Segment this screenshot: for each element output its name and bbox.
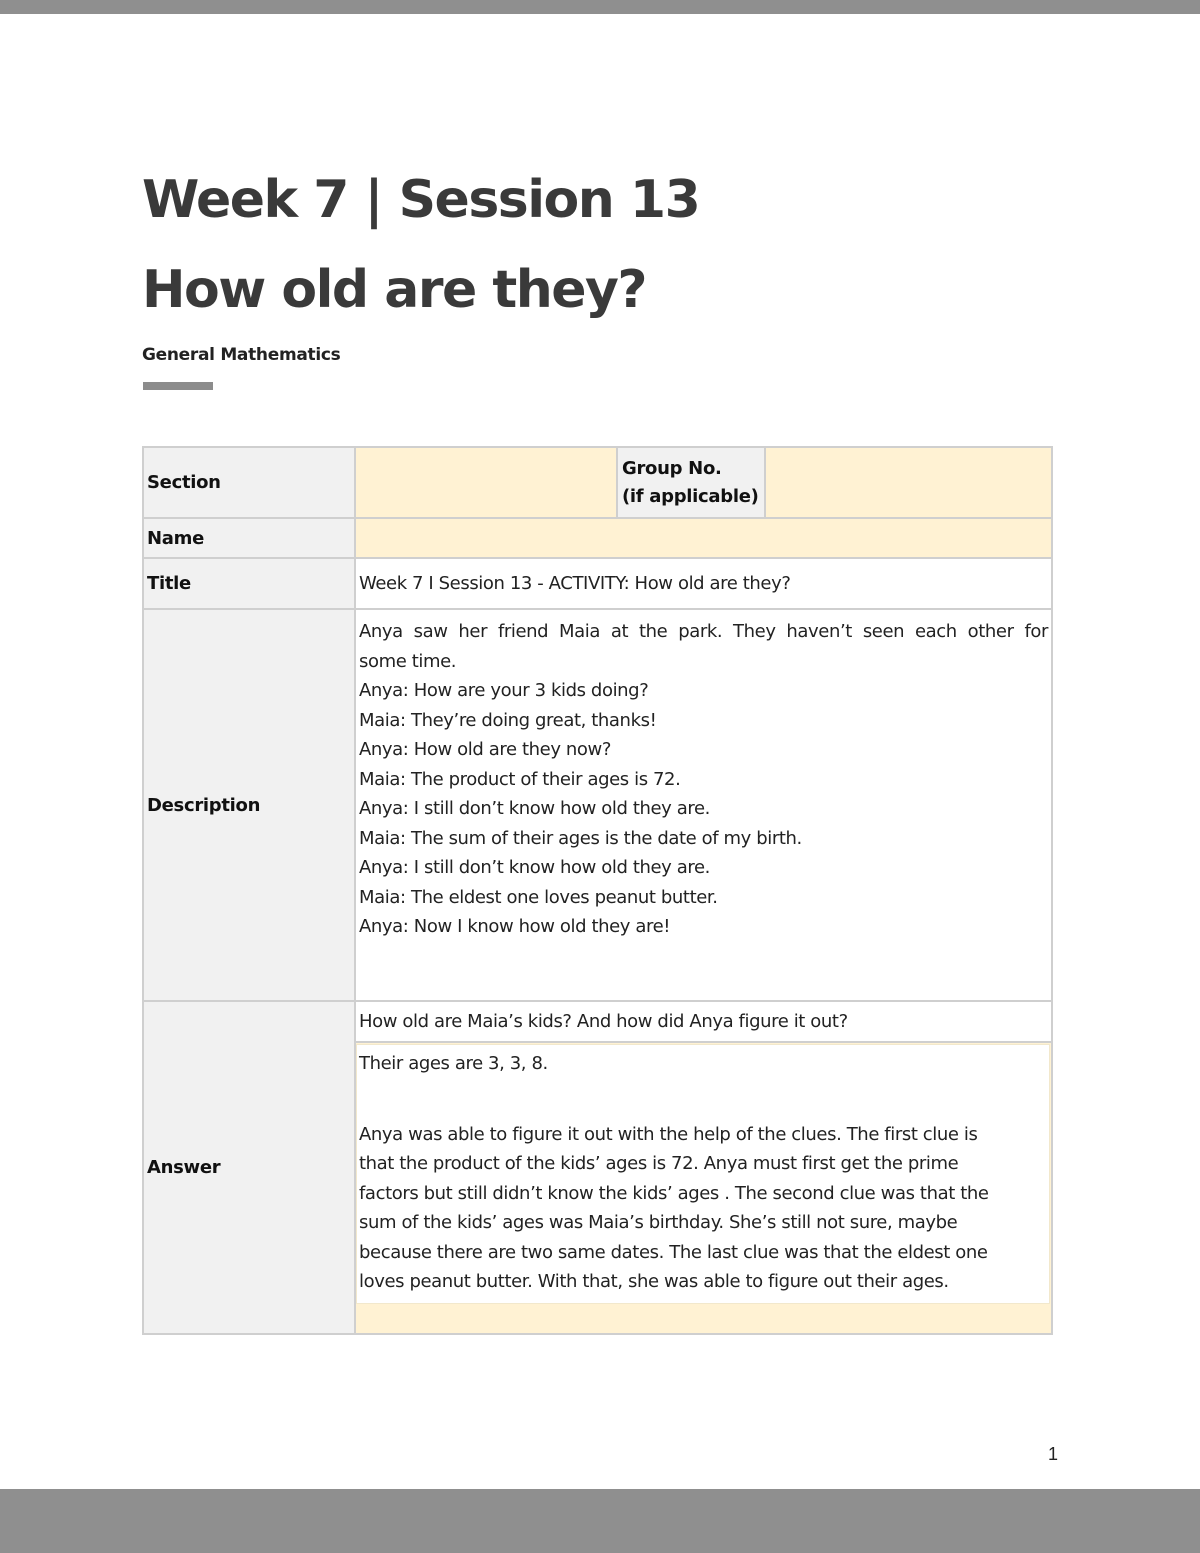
description-line: Maia: The product of their ages is 72.	[359, 768, 681, 790]
name-field[interactable]	[356, 519, 1051, 559]
group-number-label	[618, 448, 766, 519]
description-line: Anya: Now I know how old they are!	[359, 916, 671, 937]
answer-line	[359, 1079, 1047, 1120]
group-number-label-line2: (if applicable)	[622, 485, 759, 507]
page-number: 1	[1048, 1444, 1059, 1464]
accent-divider	[143, 382, 213, 390]
title-label: Title	[144, 559, 356, 610]
description-line: Anya saw her friend Maia at the park. They haven’t seen each other for	[359, 621, 1048, 642]
answer-line: sum of the kids’ ages was Maia’s birthday. She’s still not sure, maybe	[359, 1212, 958, 1233]
description-line: Maia: They’re doing great, thanks!	[359, 709, 657, 731]
answer-label: Answer	[144, 1002, 356, 1333]
activity-title: How old are they?	[142, 260, 647, 320]
answer-line: because there are two same dates. The last clue was that the eldest one	[359, 1241, 988, 1263]
answer-line: factors but still didn’t know the kids’ ages . The second clue was that the	[359, 1182, 989, 1204]
description-line: Maia: The eldest one loves peanut butter.	[359, 886, 718, 908]
name-label: Name	[144, 519, 356, 559]
page-title: Week 7 | Session 13	[142, 170, 700, 230]
description-line: some time.	[359, 650, 457, 672]
title-value: Week 7 I Session 13 - ACTIVITY: How old are they?	[356, 559, 1051, 610]
group-number-field[interactable]	[766, 448, 1051, 519]
top-bar	[0, 0, 1200, 14]
group-number-label-line1: Group No.	[622, 457, 722, 479]
answer-field[interactable]	[356, 1044, 1050, 1304]
answer-line: Anya was able to figure it out with the help of the clues. The first clue is	[359, 1123, 978, 1145]
section-label: Section	[144, 448, 356, 519]
description-line: Anya: How old are they now?	[359, 739, 611, 760]
answer-line: Their ages are 3, 3, 8.	[359, 1053, 548, 1074]
description-text	[356, 610, 1051, 1002]
bottom-bar	[0, 1489, 1200, 1553]
answer-prompt: How old are Maia’s kids? And how did Anya figure it out?	[356, 1002, 1051, 1043]
description-line: Anya: I still don’t know how old they are.	[359, 857, 710, 878]
subject-label: General Mathematics	[142, 345, 341, 365]
description-label: Description	[144, 610, 356, 1002]
answer-line: that the product of the kids’ ages is 72. Anya must first get the prime	[359, 1153, 959, 1174]
description-line: Anya: I still don’t know how old they are.	[359, 798, 710, 819]
answer-line: loves peanut butter. With that, she was able to figure out their ages.	[359, 1271, 949, 1292]
description-line: Maia: The sum of their ages is the date of my birth.	[359, 827, 802, 849]
section-field[interactable]	[356, 448, 618, 519]
description-line: Anya: How are your 3 kids doing?	[359, 680, 649, 701]
